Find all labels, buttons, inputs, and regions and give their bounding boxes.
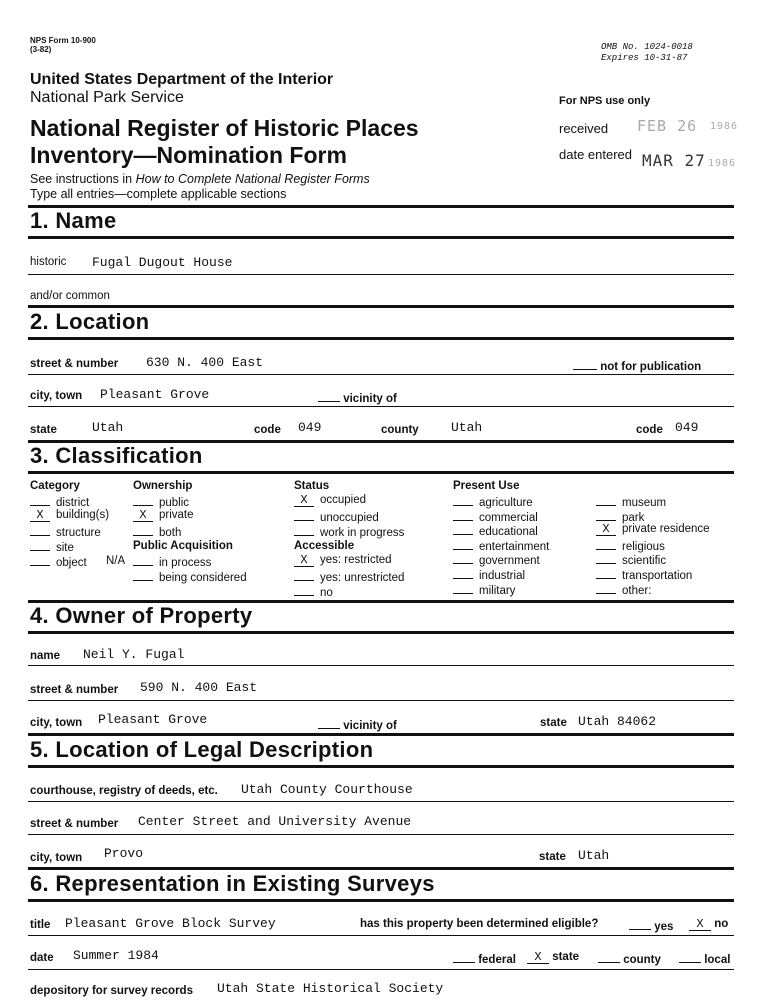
checklist-label: both [159,527,182,539]
section6-top-rule [28,867,734,870]
section1-top-rule [28,205,734,208]
checklist-label: public [159,497,190,509]
checklist-item [453,567,525,582]
checklist-label: industrial [479,570,526,582]
city-rule [28,406,734,407]
county-label: county [381,424,419,436]
state-label: state [30,424,57,436]
section1-bottom-rule [28,236,734,239]
depository-value: Utah State Historical Society [217,981,444,996]
checkbox-blank[interactable] [294,509,314,521]
checklist-item [30,539,74,554]
checkbox-blank[interactable] [596,509,616,521]
county-code-label: code [636,424,663,436]
owner-name-rule [28,665,734,666]
checklist-label: yes: restricted [320,554,392,566]
checkbox-blank[interactable] [294,524,314,536]
section5-top-rule [28,733,734,736]
ownership-heading: Ownership [133,480,193,492]
street-rule [28,374,734,375]
checkbox-blank[interactable]: X [294,555,314,567]
present-use-heading: Present Use [453,480,520,492]
legal-state-label: state [539,851,566,863]
checklist-label: private residence [622,523,710,536]
checklist-label: structure [56,527,101,539]
checklist-label: private [159,509,194,521]
section2-top-rule [28,305,734,308]
checkbox-blank[interactable] [596,494,616,506]
form-title-line2: Inventory—Nomination Form [30,142,347,168]
instructions-title: How to Complete National Register Forms [135,172,370,186]
legal-city-label: city, town [30,852,83,864]
status-heading: Status [294,480,330,492]
section3-bottom-rule [28,471,734,474]
survey-date-label: date [30,952,54,964]
federal-mark[interactable] [453,951,475,963]
checkbox-blank[interactable] [30,494,50,506]
service-name: National Park Service [30,89,184,106]
legal-street-value: Center Street and University Avenue [138,814,412,829]
checkbox-blank[interactable] [133,524,153,536]
checklist-label: government [479,555,540,568]
street-label: street & number [30,358,119,370]
checklist-item [596,567,692,582]
checklist-label: yes: unrestricted [320,572,405,584]
owner-state-label: state [540,717,567,729]
checklist-label: park [622,511,645,524]
owner-vicinity-mark[interactable] [318,717,340,729]
checklist-label: in process [159,557,212,569]
checklist-item [294,554,392,567]
agency-name: United States Department of the Interior [30,71,334,88]
checklist-item [133,524,181,539]
checklist-item [294,509,379,524]
checklist-item [596,494,666,509]
courthouse-value: Utah County Courthouse [241,782,413,797]
survey-date-value: Summer 1984 [73,948,159,963]
received-stamp: FEB 26 [637,117,698,135]
checklist-item [30,509,109,522]
checklist-label: educational [479,526,538,539]
nps-use-heading: For NPS use only [559,95,651,107]
checklist-item [294,569,404,584]
instructions-prefix: See instructions in [30,172,136,186]
checklist-item [294,524,404,539]
owner-city-value: Pleasant Grove [98,712,208,727]
state-level-label: state [552,951,580,963]
section4-heading: 4. Owner of Property [30,603,253,628]
survey-date-rule [28,969,734,970]
checklist-item [30,494,89,509]
checklist-label: site [56,542,74,554]
survey-federal [453,951,516,966]
section6-bottom-rule [28,899,734,902]
legal-street-rule [28,834,734,835]
checkbox-blank[interactable] [30,524,50,536]
vicinity-of [318,390,397,405]
eligible-question: has this property been determined eligible? [360,918,599,930]
historic-label: historic [30,256,67,268]
accessible-heading: Accessible [294,540,355,552]
state-code-value: 049 [298,420,322,435]
survey-state [527,951,579,964]
checklist-item [133,554,211,569]
instructions-line2: Type all entries—complete applicable sections [30,187,287,201]
checklist-item [596,523,710,536]
checkbox-blank[interactable] [294,569,314,581]
checklist-item [294,494,366,507]
category-heading: Category [30,480,80,492]
checkbox-blank[interactable]: X [294,495,314,507]
survey-county [598,951,661,966]
section6-heading: 6. Representation in Existing Surveys [30,871,435,896]
checklist-label: object [56,557,87,569]
legal-city-value: Provo [104,846,144,861]
checkbox-blank[interactable]: X [30,510,50,522]
checkbox-blank[interactable] [453,567,473,579]
checklist-item [453,523,538,538]
checkbox-blank[interactable] [133,554,153,566]
checkbox-blank[interactable] [596,538,616,550]
checkbox-blank[interactable] [30,539,50,551]
state-level-mark[interactable]: X [527,952,549,964]
eligible-yes [629,918,673,933]
checklist-label: commercial [479,511,538,524]
checkbox-blank[interactable] [294,584,314,596]
survey-title-value: Pleasant Grove Block Survey [65,916,276,931]
received-year: 1986 [710,121,739,132]
depository-label: depository for survey records [30,985,193,997]
eligible-yes-label: yes [654,921,674,933]
omb-number: OMB No. 1024-0018 [601,42,693,52]
checkbox-blank[interactable] [133,569,153,581]
state-code-label: code [254,424,281,436]
checklist-item [596,538,665,553]
checklist-label: unoccupied [320,512,379,524]
form-title-line1: National Register of Historic Places [30,115,419,141]
checklist-label: occupied [320,494,367,506]
checklist-label: building(s) [56,509,110,521]
omb-expires: Expires 10-31-87 [601,53,688,63]
checkbox-blank[interactable] [133,494,153,506]
checklist-label: no [320,587,333,599]
county-code-value: 049 [675,420,699,435]
legal-street-label: street & number [30,818,119,830]
vicinity-label: vicinity of [343,393,397,405]
checklist-label: agriculture [479,497,533,509]
checklist-label: entertainment [479,540,550,553]
instructions-line1 [30,172,370,186]
checklist-label: scientific [622,555,667,568]
checklist-item [453,509,538,524]
survey-title-rule [28,935,734,936]
checklist-label: religious [622,540,665,553]
street-value: 630 N. 400 East [146,355,264,370]
county-level-mark[interactable] [598,951,620,963]
owner-vicinity [318,717,397,732]
checklist-item [453,538,549,553]
checklist-item [30,554,87,569]
form-date: (3-82) [30,45,52,54]
state-value: Utah [92,420,124,435]
section3-heading: 3. Classification [30,443,203,468]
local-level-label: local [704,954,731,966]
eligible-no-mark[interactable]: X [689,919,711,931]
checklist-label: being considered [159,572,247,584]
checkbox-blank[interactable] [453,538,473,550]
acquisition-heading: Public Acquisition [133,540,233,552]
historic-value: Fugal Dugout House [92,255,233,270]
checkbox-blank[interactable] [596,567,616,579]
section2-bottom-rule [28,337,734,340]
date-entered-year: 1986 [708,158,737,169]
city-value: Pleasant Grove [100,387,210,402]
county-level-label: county [623,954,661,966]
checklist-item [596,552,666,567]
checklist-label: military [479,584,516,597]
courthouse-rule [28,801,734,802]
county-value: Utah [451,420,483,435]
city-label: city, town [30,390,83,402]
common-label: and/or common [30,290,110,302]
eligible-no [689,918,728,931]
checkbox-blank[interactable]: X [596,524,616,536]
owner-vicinity-label: vicinity of [343,720,397,732]
checkbox-blank[interactable] [453,494,473,506]
checklist-item [133,494,189,509]
checklist-label: transportation [622,570,693,582]
checklist-item [453,494,533,509]
not-for-publication [573,358,701,373]
checklist-item [133,509,194,522]
checklist-item [453,552,540,567]
checkbox-blank[interactable] [453,582,473,594]
legal-state-value: Utah [578,848,610,863]
date-entered-label: date entered [559,147,633,162]
courthouse-label: courthouse, registry of deeds, etc. [30,785,218,797]
eligible-yes-mark[interactable] [629,918,651,930]
checkbox-blank[interactable]: X [133,510,153,522]
form-number: NPS Form 10-900 [30,36,96,45]
received-label: received [559,121,609,136]
checklist-item [133,569,247,584]
checkbox-blank[interactable] [596,582,616,594]
not-for-publication-label: not for publication [600,361,702,373]
vicinity-mark[interactable] [318,390,340,402]
eligible-no-label: no [714,918,729,930]
owner-street-value: 590 N. 400 East [140,680,258,695]
historic-rule [28,274,734,275]
checkbox-blank[interactable] [30,554,50,566]
owner-city-label: city, town [30,717,83,729]
checklist-item [294,584,333,599]
owner-street-label: street & number [30,684,119,696]
section2-heading: 2. Location [30,309,150,334]
federal-label: federal [478,954,516,966]
not-for-publication-mark[interactable] [573,358,597,370]
checkbox-blank[interactable] [453,552,473,564]
acquisition-prefix: N/A [106,555,126,567]
checklist-item [30,524,101,539]
checkbox-blank[interactable] [596,552,616,564]
checklist-label: museum [622,497,667,509]
date-entered-stamp: MAR 27 [642,151,706,170]
checklist-label: work in progress [320,527,405,539]
owner-street-rule [28,700,734,701]
owner-state-value: Utah 84062 [578,714,657,729]
survey-local [679,951,730,966]
section5-bottom-rule [28,765,734,768]
checkbox-blank[interactable] [453,523,473,535]
checklist-label: district [56,497,90,509]
owner-name-value: Neil Y. Fugal [83,647,185,662]
checklist-item [596,582,651,597]
owner-name-label: name [30,650,61,662]
section4-bottom-rule [28,631,734,634]
section1-heading: 1. Name [30,208,117,233]
checklist-item [453,582,515,597]
local-level-mark[interactable] [679,951,701,963]
checkbox-blank[interactable] [453,509,473,521]
survey-title-label: title [30,919,51,931]
checklist-label: other: [622,584,652,597]
section5-heading: 5. Location of Legal Description [30,737,374,762]
